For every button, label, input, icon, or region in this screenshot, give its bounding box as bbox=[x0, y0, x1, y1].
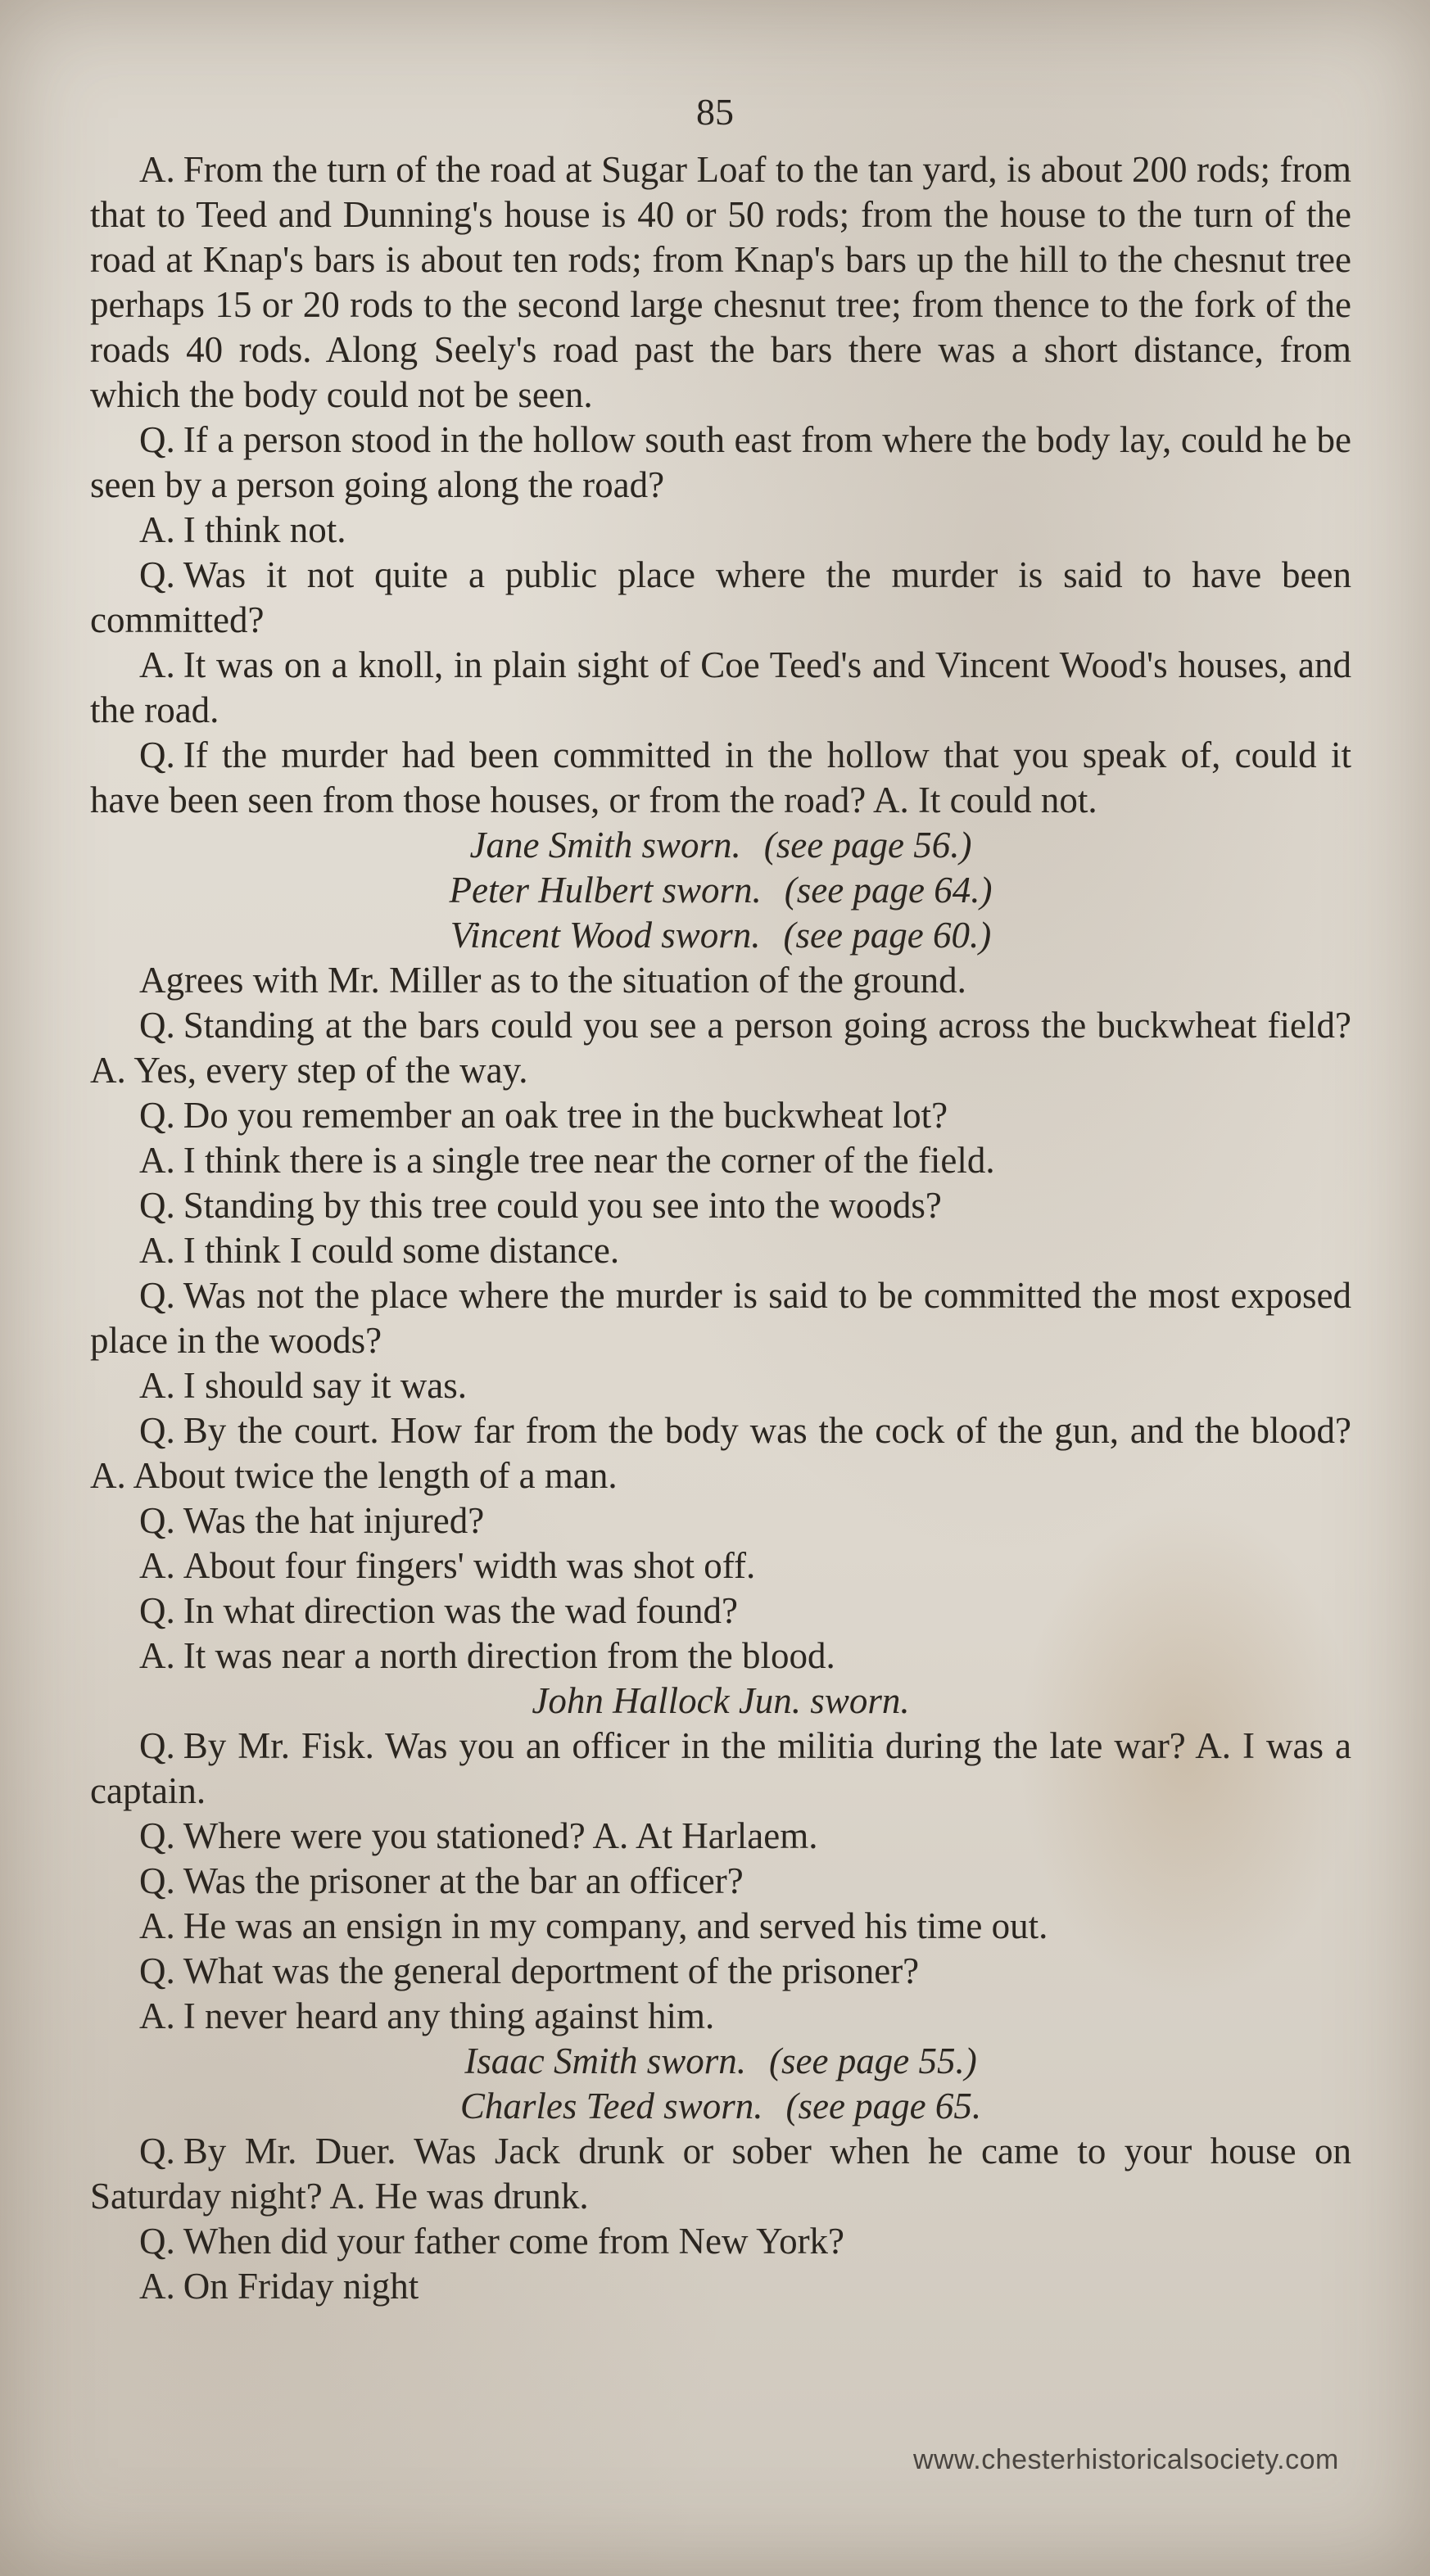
testimony-text: I should say it was. bbox=[183, 1365, 467, 1406]
page-reference: (see page 65. bbox=[785, 2086, 982, 2126]
speaker-marker: A. bbox=[139, 1545, 175, 1586]
witness-name: John Hallock Jun. sworn. bbox=[532, 1680, 910, 1721]
testimony-paragraph bbox=[90, 508, 1351, 553]
testimony-text: It was near a north direction from the blood. bbox=[183, 1635, 835, 1676]
testimony-text: Where were you stationed? A. At Harlaem. bbox=[183, 1815, 818, 1856]
testimony-paragraph bbox=[90, 733, 1351, 823]
witness-name: Charles Teed sworn. bbox=[459, 2086, 763, 2126]
speaker-marker: Q. bbox=[139, 734, 175, 775]
testimony-paragraph bbox=[90, 2129, 1351, 2219]
testimony-paragraph bbox=[90, 1138, 1351, 1183]
testimony-paragraph bbox=[90, 553, 1351, 643]
testimony-paragraph bbox=[90, 1589, 1351, 1634]
speaker-marker: Q. bbox=[139, 1410, 175, 1451]
speaker-marker: Q. bbox=[139, 1725, 175, 1766]
testimony-text: Was not the place where the murder is said to be committed the most exposed place in the woods? bbox=[90, 1275, 1351, 1361]
speaker-marker: Q. bbox=[139, 2221, 175, 2262]
witness-sworn-line bbox=[90, 1679, 1351, 1724]
page-body bbox=[90, 147, 1351, 2309]
testimony-paragraph bbox=[90, 2264, 1351, 2309]
speaker-marker: Q. bbox=[139, 1860, 175, 1901]
testimony-paragraph bbox=[90, 1724, 1351, 1814]
speaker-marker: Q. bbox=[139, 1275, 175, 1316]
witness-name: Vincent Wood sworn. bbox=[450, 915, 761, 956]
speaker-marker: A. bbox=[139, 1140, 175, 1181]
page-reference: (see page 56.) bbox=[763, 825, 972, 865]
testimony-text: Do you remember an oak tree in the buckwheat lot? bbox=[183, 1095, 948, 1136]
testimony-text: If a person stood in the hollow south east from where the body lay, could he be seen by a person going along the road? bbox=[90, 419, 1351, 505]
testimony-paragraph bbox=[90, 1003, 1351, 1093]
testimony-text: I never heard any thing against him. bbox=[183, 1995, 715, 2036]
testimony-paragraph bbox=[90, 1363, 1351, 1408]
testimony-text: Standing by this tree could you see into the woods? bbox=[183, 1185, 942, 1226]
testimony-paragraph bbox=[90, 1634, 1351, 1679]
witness-sworn-line bbox=[90, 823, 1351, 868]
speaker-marker: Q. bbox=[139, 1815, 175, 1856]
testimony-paragraph bbox=[90, 1904, 1351, 1949]
speaker-marker: Q. bbox=[139, 1590, 175, 1631]
speaker-marker: Q. bbox=[139, 1005, 175, 1046]
page-reference: (see page 60.) bbox=[783, 915, 992, 956]
speaker-marker: A. bbox=[139, 509, 175, 550]
speaker-marker: A. bbox=[139, 1365, 175, 1406]
testimony-text: By Mr. Duer. Was Jack drunk or sober when he came to your house on Saturday night? A. He was drunk. bbox=[90, 2131, 1351, 2217]
speaker-marker: A. bbox=[139, 2266, 175, 2307]
testimony-text: When did your father come from New York? bbox=[183, 2221, 845, 2262]
testimony-text: On Friday night bbox=[183, 2266, 419, 2307]
testimony-paragraph bbox=[90, 1949, 1351, 1994]
testimony-paragraph bbox=[90, 1498, 1351, 1543]
testimony-paragraph bbox=[90, 418, 1351, 508]
page-reference: (see page 55.) bbox=[769, 2040, 977, 2081]
speaker-marker: Q. bbox=[139, 554, 175, 595]
speaker-marker: A. bbox=[139, 644, 175, 685]
testimony-paragraph bbox=[90, 1183, 1351, 1228]
testimony-paragraph bbox=[90, 2219, 1351, 2264]
speaker-marker: A. bbox=[139, 1635, 175, 1676]
testimony-paragraph bbox=[90, 1408, 1351, 1498]
witness-sworn-line bbox=[90, 2084, 1351, 2129]
speaker-marker: Q. bbox=[139, 419, 175, 460]
testimony-paragraph bbox=[90, 1859, 1351, 1904]
speaker-marker: A. bbox=[139, 1905, 175, 1946]
testimony-text: I think I could some distance. bbox=[183, 1230, 620, 1271]
testimony-text: From the turn of the road at Sugar Loaf to the tan yard, is about 200 rods; from that to Teed and Dunning's house is 40 or 50 rods; from the house to the turn of the road at Knap's bars is about ten rods; from Knap's bars up the hill to the chesnut tree perhaps 15 or 20 rods to the second large chesnut tree; from thence to the fork of the roads 40 rods. Along Seely's road past the bars there was a short distance, from which the body could not be seen. bbox=[90, 149, 1351, 415]
speaker-marker: Q. bbox=[139, 2131, 175, 2172]
witness-name: Peter Hulbert sworn. bbox=[449, 870, 762, 911]
testimony-text: It was on a knoll, in plain sight of Coe Teed's and Vincent Wood's houses, and the road. bbox=[90, 644, 1351, 730]
witness-sworn-line bbox=[90, 2039, 1351, 2084]
testimony-paragraph bbox=[90, 958, 1351, 1003]
testimony-paragraph bbox=[90, 1994, 1351, 2039]
witness-sworn-line bbox=[90, 913, 1351, 958]
witness-sworn-line bbox=[90, 868, 1351, 913]
testimony-text: Was the hat injured? bbox=[183, 1500, 485, 1541]
speaker-marker: Q. bbox=[139, 1500, 175, 1541]
testimony-paragraph bbox=[90, 1814, 1351, 1859]
testimony-text: What was the general deportment of the prisoner? bbox=[183, 1950, 920, 1991]
testimony-text: Was the prisoner at the bar an officer? bbox=[183, 1860, 744, 1901]
testimony-text: By the court. How far from the body was the cock of the gun, and the blood? A. About twice the length of a man. bbox=[90, 1410, 1351, 1496]
testimony-paragraph bbox=[90, 1543, 1351, 1589]
testimony-text: Agrees with Mr. Miller as to the situation of the ground. bbox=[139, 960, 966, 1001]
testimony-paragraph bbox=[90, 1228, 1351, 1273]
testimony-paragraph bbox=[90, 147, 1351, 418]
testimony-text: If the murder had been committed in the hollow that you speak of, could it have been seen from those houses, or from the road? A. It could not. bbox=[90, 734, 1351, 820]
page-number: 85 bbox=[696, 91, 734, 133]
page-reference: (see page 64.) bbox=[784, 870, 993, 911]
testimony-text: By Mr. Fisk. Was you an officer in the militia during the late war? A. I was a captain. bbox=[90, 1725, 1351, 1811]
testimony-paragraph bbox=[90, 643, 1351, 733]
testimony-text: He was an ensign in my company, and served his time out. bbox=[183, 1905, 1048, 1946]
speaker-marker: Q. bbox=[139, 1185, 175, 1226]
speaker-marker: A. bbox=[139, 1995, 175, 2036]
testimony-text: In what direction was the wad found? bbox=[183, 1590, 739, 1631]
testimony-text: I think not. bbox=[183, 509, 346, 550]
speaker-marker: A. bbox=[139, 1230, 175, 1271]
testimony-text: About four fingers' width was shot off. bbox=[183, 1545, 756, 1586]
testimony-text: Was it not quite a public place where the murder is said to have been committed? bbox=[90, 554, 1351, 640]
speaker-marker: A. bbox=[139, 149, 175, 190]
witness-name: Jane Smith sworn. bbox=[469, 825, 741, 865]
testimony-text: Standing at the bars could you see a person going across the buckwheat field? A. Yes, every step of the way. bbox=[90, 1005, 1351, 1091]
speaker-marker: Q. bbox=[139, 1950, 175, 1991]
speaker-marker: Q. bbox=[139, 1095, 175, 1136]
testimony-text: I think there is a single tree near the corner of the field. bbox=[183, 1140, 995, 1181]
watermark: www.chesterhistoricalsociety.com bbox=[913, 2444, 1339, 2475]
testimony-paragraph bbox=[90, 1273, 1351, 1363]
testimony-paragraph bbox=[90, 1093, 1351, 1138]
witness-name: Isaac Smith sworn. bbox=[464, 2040, 747, 2081]
